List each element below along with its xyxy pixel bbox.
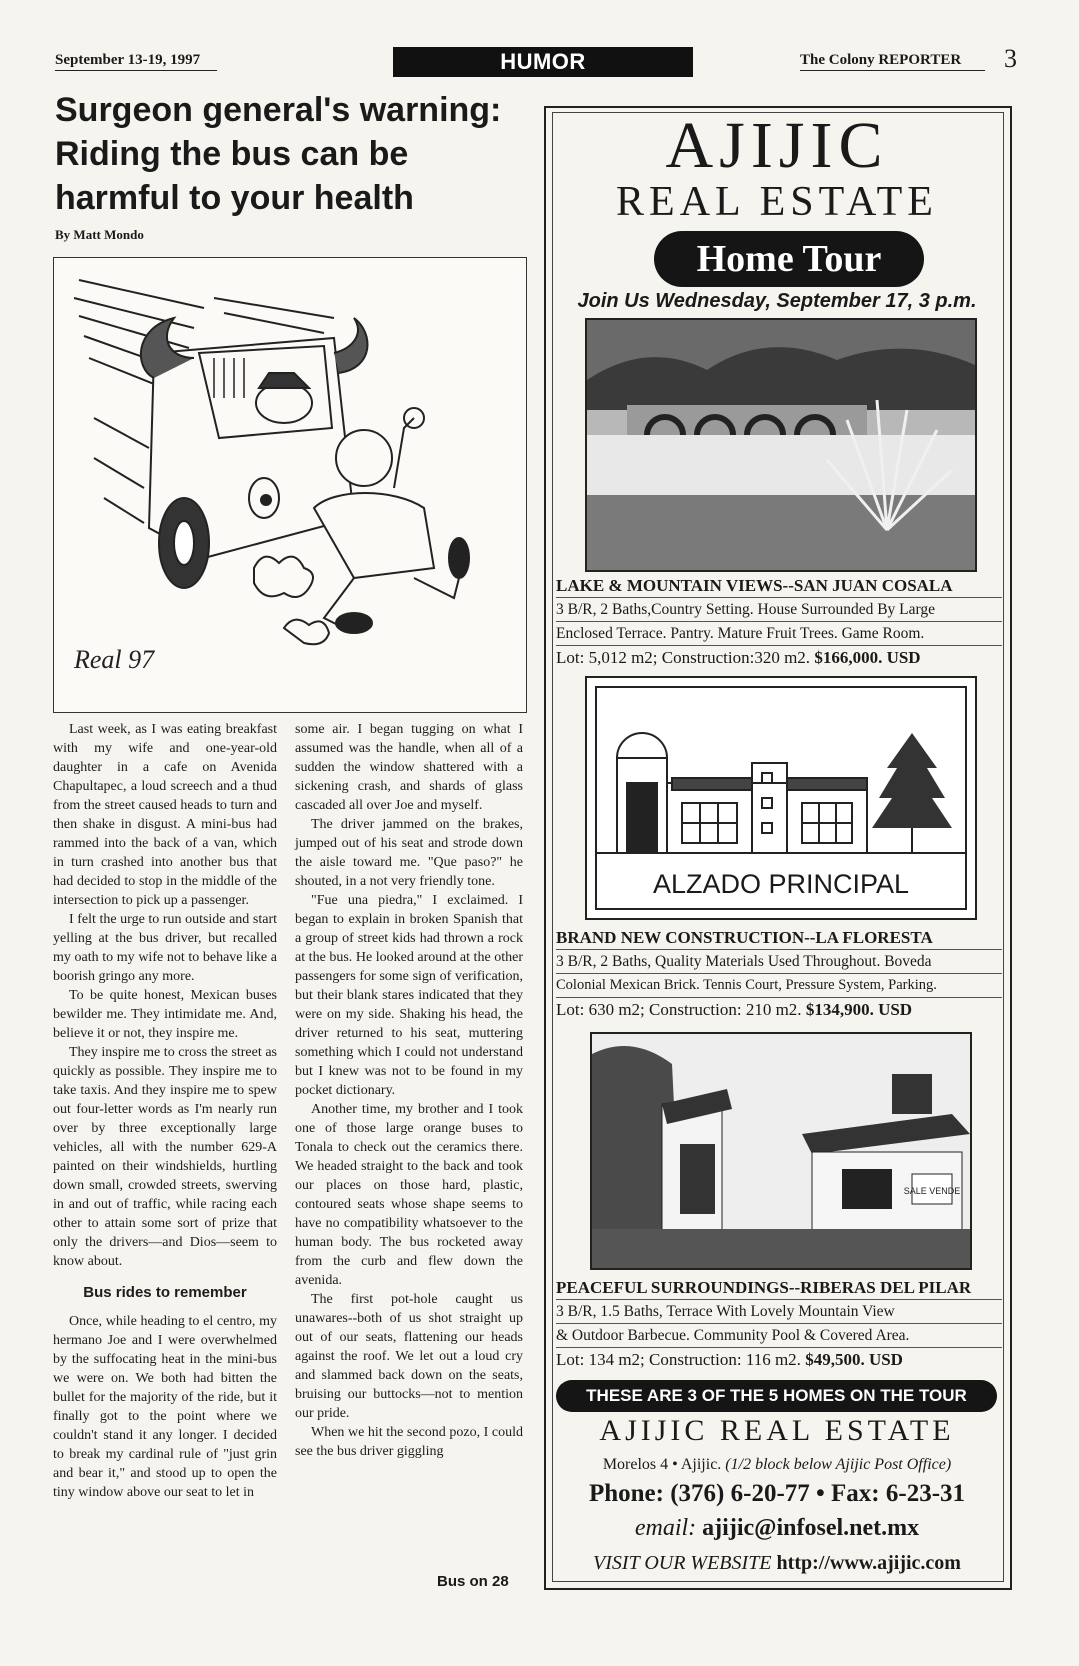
paragraph: The first pot-hole caught us unawares--both of us shot straight up out of our seats, flattening our heads against the roof. We let out a loud cry and slammed back down on the seats, bruising our buttocks—not to mention our pride. [295, 1292, 523, 1421]
agency-name: AJIJIC REAL ESTATE [599, 1414, 955, 1447]
header-rule [55, 70, 217, 71]
agency-address [552, 1456, 1002, 1474]
elevation-label: ALZADO PRINCIPAL [652, 869, 910, 899]
section-banner: HUMOR [393, 47, 693, 77]
paragraph: When we hit the second pozo, I could see the bus driver giggling [295, 1425, 523, 1459]
cartoon-bus-drawing [54, 258, 526, 712]
listing-details: Enclosed Terrace. Pantry. Mature Fruit Trees. Game Room. [556, 625, 925, 642]
house-photo-front [592, 1034, 970, 1268]
article-column-2 [295, 720, 523, 1461]
headline-line-3: harmful to your health [55, 179, 414, 217]
issue-date: September 13-19, 1997 [55, 52, 201, 68]
listing-title: BRAND NEW CONSTRUCTION--LA FLORESTA [556, 928, 933, 947]
listing-title: LAKE & MOUNTAIN VIEWS--SAN JUAN COSALA [556, 576, 953, 595]
address-note: (1/2 block below Ajijic Post Office) [725, 1456, 952, 1473]
listing-lot-price [556, 998, 1002, 1021]
ad-subtitle: REAL ESTATE [616, 179, 938, 225]
house-photo-garden [587, 320, 975, 570]
header-rule-right [800, 70, 985, 71]
paragraph: Another time, my brother and I took one of those large orange buses to Tonala to check out the ceramics there. We headed straight to the back and took our places on those hard, plastic, contoured seats whose shape seems to have no compatibility whatsoever to the human body. The bus rocketed away from the curb and flew down the avenida. [295, 1102, 523, 1288]
listing-2 [556, 926, 1002, 1021]
cartoon-illustration [53, 257, 527, 713]
subheading: Bus rides to remember [83, 1284, 247, 1301]
tour-date: Join Us Wednesday, September 17, 3 p.m. [577, 290, 977, 312]
listing-price: $49,500. USD [805, 1350, 903, 1369]
listing-1 [556, 574, 1002, 669]
listing-details: Colonial Mexican Brick. Tennis Court, Pressure System, Parking. [556, 977, 937, 993]
listing-details: 3 B/R, 2 Baths,Country Setting. House Surrounded By Large [556, 601, 936, 618]
listing-details: 3 B/R, 1.5 Baths, Terrace With Lovely Mountain View [556, 1303, 895, 1320]
listing-photo-2 [585, 676, 977, 920]
headline [55, 88, 535, 220]
paragraph: I felt the urge to run outside and start yelling at the bus driver, but recalled my oath to my wife not to behave like a boorish gringo any more. [53, 912, 277, 984]
paragraph: The driver jammed on the brakes, jumped out of his seat and strode down the aisle toward me. "Que paso?" he shouted, in a not very friendly tone. [295, 817, 523, 889]
listing-photo-3 [590, 1032, 972, 1270]
paragraph: Last week, as I was eating breakfast with my wife and one-year-old daughter in a cafe on Avenida Chapultapec, a loud screech and a thud from the street caused heads to turn and then shake in disgust. A mini-bus had rammed into the back of a van, which in turn crashed into another bus that had decided to stop in the middle of the intersection to pick up a passenger. [53, 722, 277, 908]
agency-phone: Phone: (376) 6-20-77 • Fax: 6-23-31 [588, 1480, 966, 1507]
listing-details: & Outdoor Barbecue. Community Pool & Covered Area. [556, 1327, 910, 1344]
article-column-1 [53, 720, 277, 1502]
listing-price: $166,000. USD [814, 648, 921, 667]
cartoon-signature: Real 97 [74, 645, 155, 674]
page-number: 3 [1004, 44, 1017, 73]
elevation-drawing [597, 688, 965, 858]
sale-sign: SALE VENDE [903, 1186, 961, 1196]
listing-title: PEACEFUL SURROUNDINGS--RIBERAS DEL PILAR [556, 1278, 972, 1297]
email-address[interactable]: ajijic@infosel.net.mx [702, 1515, 920, 1541]
listing-lot-price [556, 646, 1002, 669]
elevation-drawing-frame [595, 686, 967, 910]
listing-price: $134,900. USD [805, 1000, 913, 1019]
paragraph: "Fue una piedra," I exclaimed. I began to explain in broken Spanish that a group of street kids had thrown a rock at the bus. He looked around at the other passengers for some sign of verification, but their blank stares indicated that they were on my side. Shaking his head, the driver returned to his seat, muttering something which I could not understand but I knew was not to be found in my pocket dictionary. [295, 893, 523, 1098]
publication-name: The Colony REPORTER [800, 52, 962, 68]
email-label: email: [634, 1515, 697, 1541]
website-label: VISIT OUR WEBSITE [593, 1552, 772, 1574]
agency-website [552, 1552, 1002, 1575]
ad-title: AJIJIC [665, 109, 889, 182]
paragraph: Once, while heading to el centro, my hermano Joe and I were overwhelmed by the suffocating heat in the mini-bus we were on. We both had bitten the bullet for the majority of the ride, but it finally got to the point where we couldn't stand it any longer. I decided to break my cardinal rule of "just grin and bear it," and stood up to open the tiny window above our seat to let in [53, 1314, 277, 1500]
byline: By Matt Mondo [55, 227, 144, 242]
tour-banner: THESE ARE 3 OF THE 5 HOMES ON THE TOUR [556, 1380, 997, 1412]
listing-photo-1 [585, 318, 977, 572]
website-url[interactable]: http://www.ajijic.com [776, 1552, 961, 1574]
listing-lot: Lot: 5,012 m2; Construction:320 m2. [556, 648, 811, 667]
listing-3 [556, 1276, 1002, 1371]
headline-line-1: Surgeon general's warning: [55, 91, 502, 129]
continued-jump: Bus on 28 [437, 1573, 509, 1590]
listing-lot: Lot: 134 m2; Construction: 116 m2. [556, 1350, 801, 1369]
listing-lot-price [556, 1348, 1002, 1371]
listing-lot: Lot: 630 m2; Construction: 210 m2. [556, 1000, 802, 1019]
agency-email [552, 1515, 1002, 1542]
listing-details: 3 B/R, 2 Baths, Quality Materials Used Throughout. Boveda [556, 953, 932, 970]
paragraph: To be quite honest, Mexican buses bewilder me. They intimidate me. And, believe it or not, they inspire me. [53, 988, 277, 1041]
paragraph: They inspire me to cross the street as quickly as possible. They inspire me to take taxis. And they inspire me to spew out four-letter words as I'm nearly run over by three exceptionally large vehicles, all with the number 629-A painted on their windshields, hurtling down small, crowded streets, swerving in and out of traffic, while racing each other to attain some sort of prize that only the drivers—and Dios—seem to know about. [53, 1045, 277, 1269]
home-tour-badge: Home Tour [654, 231, 924, 287]
paragraph: some air. I began tugging on what I assumed was the handle, when all of a sudden the window shattered with a sickening crash, and shards of glass cascaded all over Joe and myself. [295, 722, 523, 813]
address-text: Morelos 4 • Ajijic. [602, 1456, 722, 1473]
headline-line-2: Riding the bus can be [55, 135, 409, 173]
